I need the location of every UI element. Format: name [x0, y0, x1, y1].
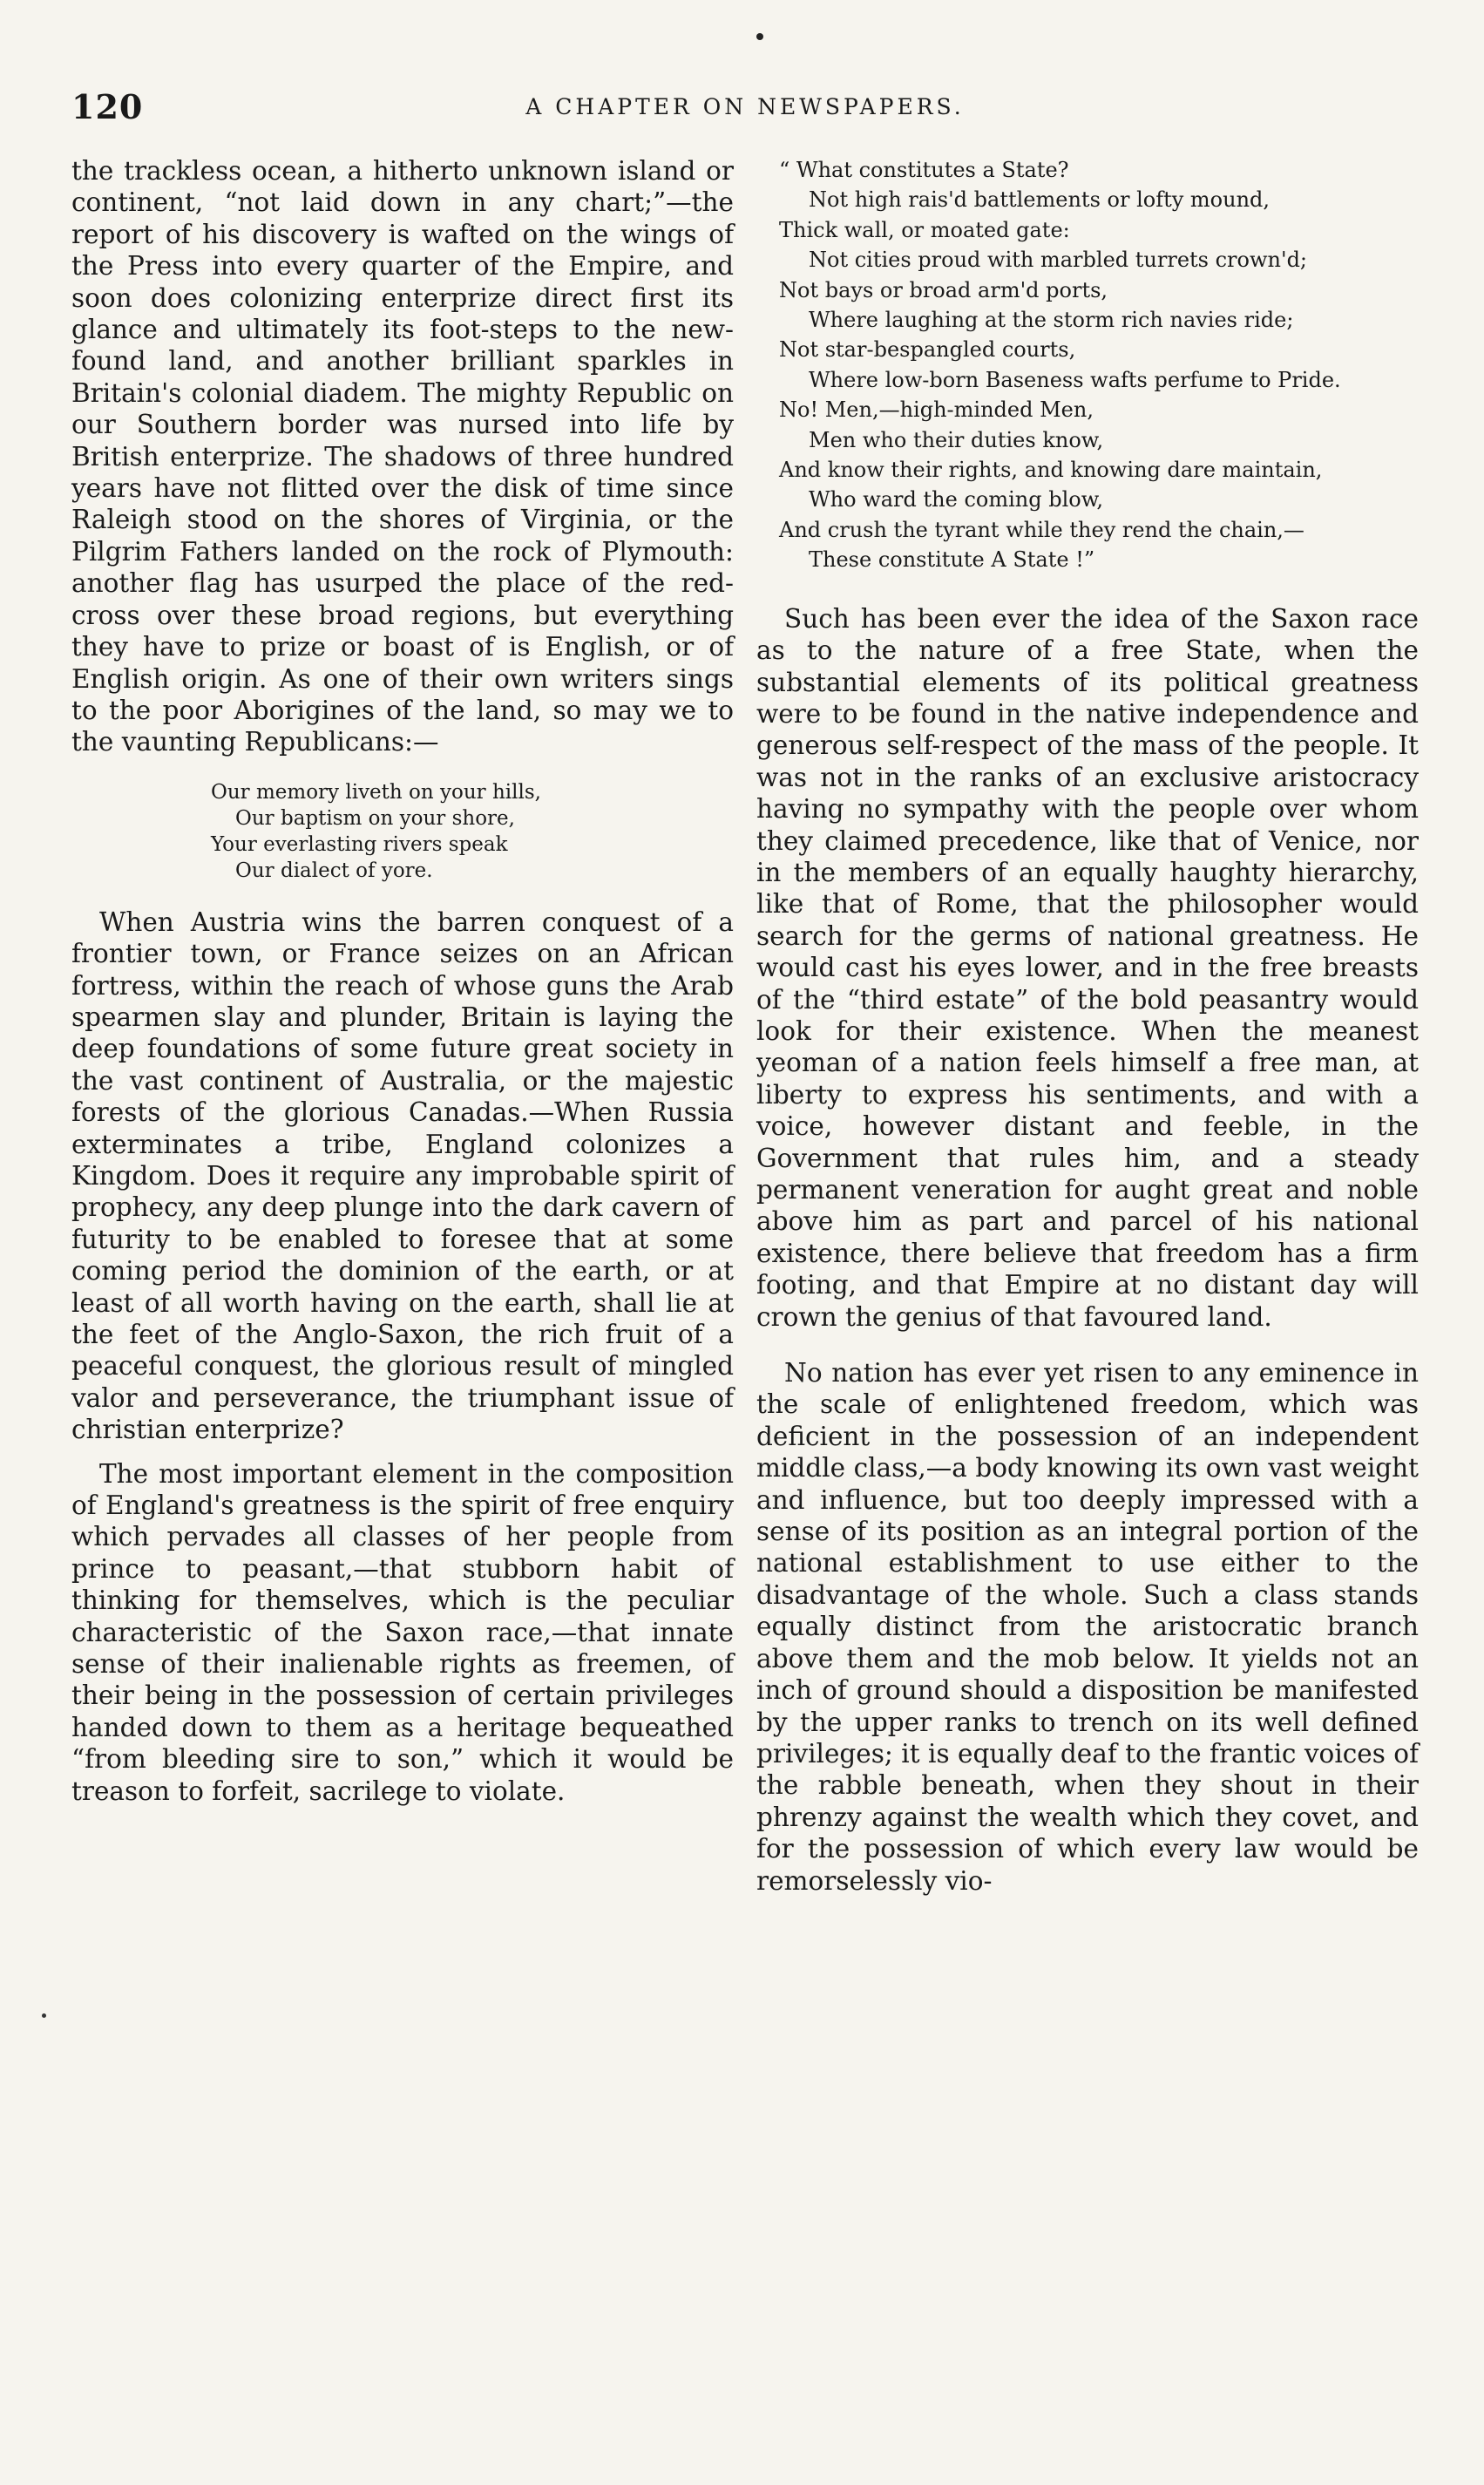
poem-line: Where laughing at the storm rich navies ride;	[809, 308, 1294, 333]
poem-line: Our baptism on your shore,	[235, 806, 515, 830]
margin-ink-dot	[42, 2013, 46, 2018]
poem-line: Not star-bespangled courts,	[779, 337, 1076, 363]
running-title: A CHAPTER ON NEWSPAPERS.	[525, 94, 965, 119]
poem-line: Your everlasting rivers speak	[211, 832, 508, 856]
poem-line: And crush the tyrant while they rend the chain,—	[779, 517, 1304, 542]
left-paragraph-2: When Austria wins the barren conquest of a frontier town, or France seizes on an African fortress, within the reach of whose guns the Arab spearmen slay and plunder, Britain is laying the deep foundations of some future great society in the vast continent of Australia, or the majestic forests of the glorious Canadas.—When Russia exterminates a tribe, England colonizes a Kingdom. Does it require any improbable spirit of prophecy, any deep plunge into the dark cavern of futurity to be enabled to foresee that at some coming period the dominion of the earth, or at least of all worth having on the earth, shall lie at the feet of the Anglo-Saxon, the rich fruit of a peaceful conquest, the glorious result of mingled valor and perseverance, the triumphant issue of christian enterprize?	[71, 906, 734, 1445]
poem-line: And know their rights, and knowing dare maintain,	[779, 458, 1323, 483]
poem-line: Who ward the coming blow,	[809, 487, 1104, 513]
top-ink-dot	[756, 33, 763, 40]
poem-line: Thick wall, or moated gate:	[779, 217, 1070, 242]
page-header	[71, 87, 1419, 131]
poem-line: No! Men,—high-minded Men,	[779, 397, 1094, 423]
poem-line: These constitute A State !”	[809, 547, 1095, 573]
right-column	[756, 155, 1419, 1897]
left-paragraph-1: the trackless ocean, a hitherto unknown island or continent, “not laid down in any chart;”—the report of his discovery is wafted on the wings of the Press into every quarter of the Empire, and soon does colonizing enterprize direct first its glance and ultimately its foot-steps to the new-found land, and another brilliant sparkles in Britain's colonial diadem. The mighty Republic on our Southern border was nursed into life by British enterprize. The shadows of three hundred years have not flitted over the disk of time since Raleigh stood on the shores of Virginia, or the Pilgrim Fathers landed on the rock of Plymouth: another flag has usurped the place of the red-cross over these broad regions, but everything they have to prize or boast of is English, or of English origin. As one of their own writers sings to the poor Aborigines of the land, so may we to the vaunting Republicans:—	[71, 156, 734, 757]
left-column	[71, 155, 734, 1807]
poem-line: Not cities proud with marbled turrets crown'd;	[809, 248, 1308, 273]
left-paragraph-3: The most important element in the composition of England's greatness is the spirit of free enquiry which pervades all classes of her people from prince to peasant,—that stubborn habit of thinking for themselves, which is the peculiar characteristic of the Saxon race,—that innate sense of their inalienable rights as freemen, of their being in the possession of certain privileges handed down to them as a heritage bequeathed “from bleeding sire to son,” which it would be treason to forfeit, sacrilege to violate.	[71, 1458, 734, 1806]
page-number: 120	[71, 87, 144, 126]
poem-line: Men who their duties know,	[809, 427, 1104, 452]
poem-line: “ What constitutes a State?	[779, 158, 1069, 182]
left-poem	[71, 779, 734, 884]
poem-line: Not high rais'd battlements or lofty mound,	[809, 187, 1271, 213]
right-paragraph-1: Such has been ever the idea of the Saxon race as to the nature of a free State, when the substantial elements of its political greatness were to be found in the native independence and generous self-respect of the mass of the people. It was not in the ranks of an exclusive aristocracy having no sympathy with the people over whom they claimed precedence, like that of Venice, nor in the members of an equally haughty hierarchy, like that of Rome, that the philosopher would search for the germs of national greatness. He would cast his eyes lower, and in the free breasts of the “third estate” of the bold peasantry would look for their existence. When the meanest yeoman of a nation feels himself a free man, at liberty to express his sentiments, and with a voice, however distant and feeble, in the Government that rules him, and a steady permanent veneration for aught great and noble above him as part and parcel of his national existence, there believe that freedom has a firm footing, and that Empire at no distant day will crown the genius of that favoured land.	[756, 603, 1419, 1332]
poem-line: Our dialect of yore.	[235, 859, 433, 882]
right-poem	[756, 155, 1419, 575]
poem-line: Not bays or broad arm'd ports,	[779, 277, 1108, 302]
poem-line: Our memory liveth on your hills,	[211, 780, 541, 804]
poem-line: Where low-born Baseness wafts perfume to Pride.	[809, 367, 1341, 392]
right-paragraph-2: No nation has ever yet risen to any eminence in the scale of enlightened freedom, which was deficient in the possession of an independent middle class,—a body knowing its own vast weight and influence, but too deeply impressed with a sense of its position as an integral portion of the national establishment to use either to the disadvantage of the whole. Such a class stands equally distinct from the aristocratic branch above them and the mob below. It yields not an inch of ground should a disposition be manifested by the upper ranks to trench on its well defined privileges; it is equally deaf to the frantic voices of the rabble beneath, when they shout in their phrenzy against the wealth which they covet, and for the possession of which every law would be remorselessly vio-	[756, 1358, 1419, 1896]
